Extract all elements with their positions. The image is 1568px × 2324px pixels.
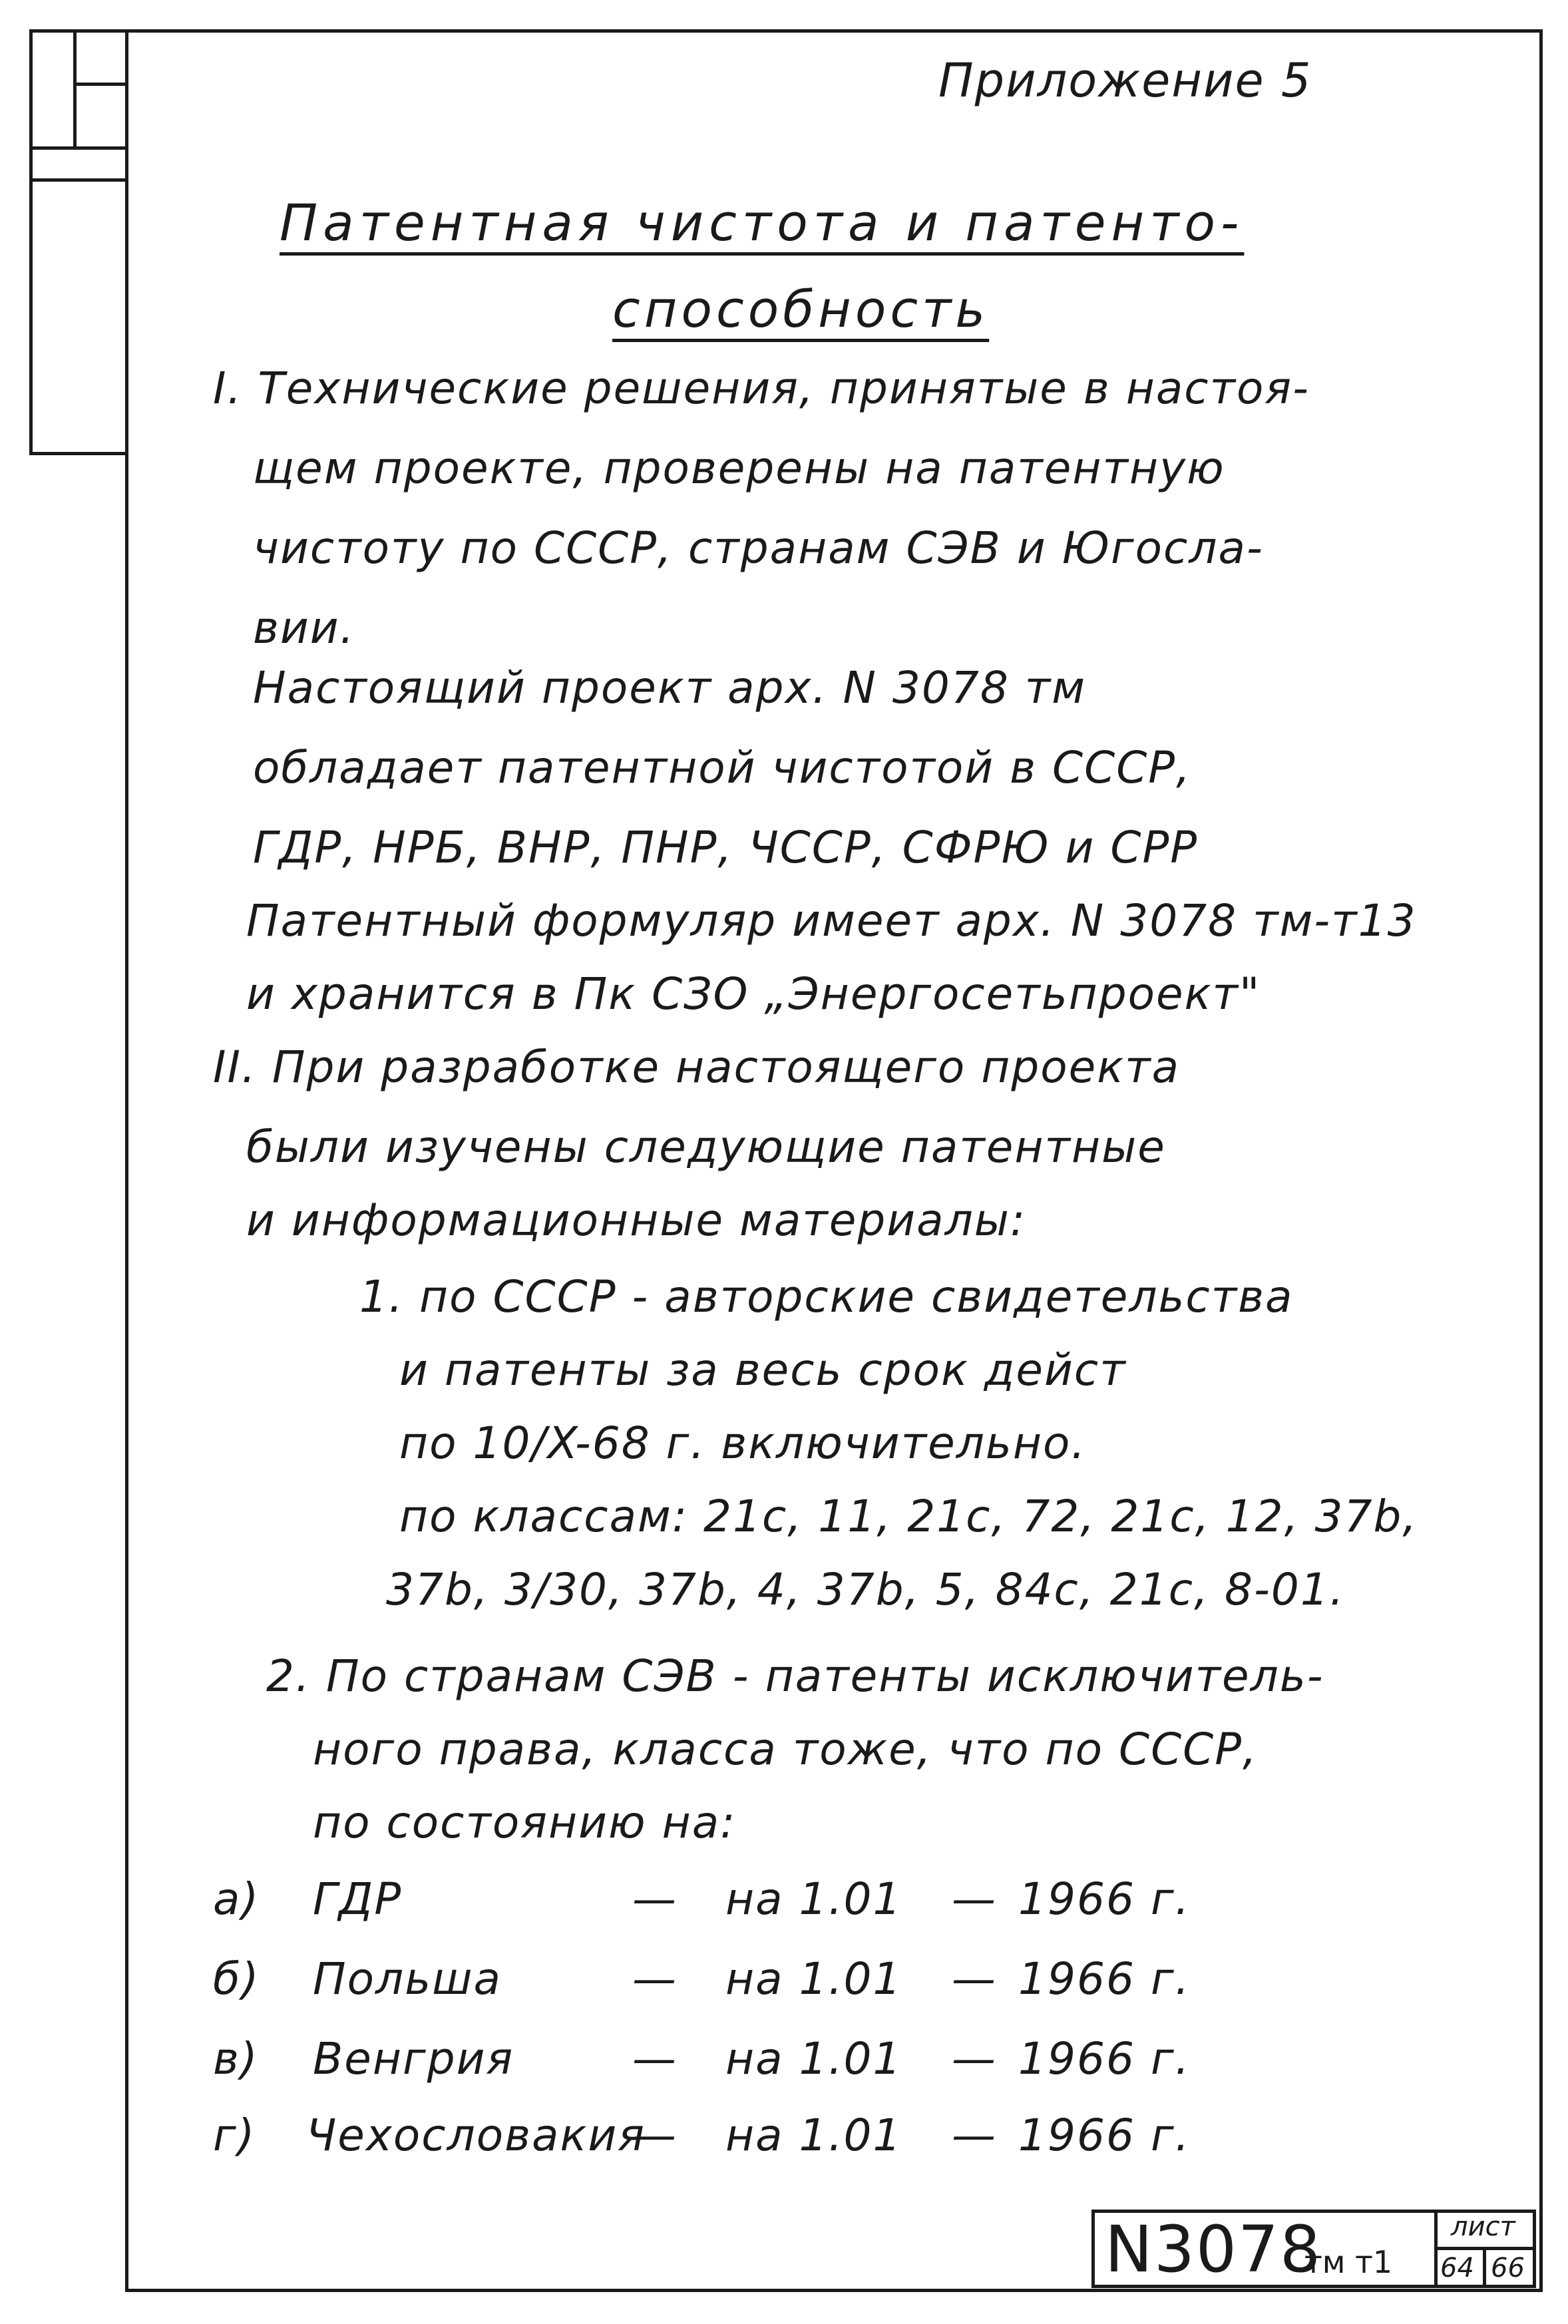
binding-strip-line — [29, 178, 125, 182]
binding-strip-line — [73, 83, 125, 86]
text-line: Патентный формуляр имеет арх. N 3078 тм-т13 — [246, 895, 1417, 946]
text-line: по состоянию на: — [313, 1797, 737, 1848]
text-line: I. Технические решения, принятые в настоя- — [213, 363, 1310, 414]
text-line: и информационные материалы: — [246, 1195, 1027, 1246]
binding-strip — [29, 29, 128, 455]
text-line: по классам: 21с, 11, 21с, 72, 21с, 12, 37b, — [399, 1491, 1418, 1542]
text-line: II. При разработке настоящего проекта — [213, 1042, 1181, 1093]
binding-strip-line — [73, 29, 77, 146]
sheet-box-divider — [1483, 2247, 1486, 2288]
text-line: 37b, 3/30, 37b, 4, 37b, 5, 84с, 21с, 8-01. — [386, 1564, 1345, 1615]
drawing-number: N3078 — [1105, 2212, 1322, 2287]
text-line: 2. По странам СЭВ - патенты исключитель- — [266, 1650, 1324, 1702]
text-line: по 10/X-68 г. включительно. — [399, 1418, 1087, 1469]
text-line: обладает патентной чистотой в СССР, — [253, 742, 1192, 793]
text-line: ГДР, НРБ, ВНР, ПНР, ЧССР, СФРЮ и СРР — [253, 822, 1199, 873]
sheet-number: 64 — [1440, 2253, 1474, 2283]
text-line: и патенты за весь срок дейст — [399, 1344, 1127, 1396]
text-line: 1. по СССР - авторские свидетельства — [359, 1271, 1294, 1322]
text-line: вии. — [253, 602, 355, 654]
text-line: ного права, класса тоже, что по СССР, — [313, 1724, 1259, 1775]
document-title-line1: Патентная чистота и патенто- — [280, 193, 1245, 252]
appendix-label: Приложение 5 — [938, 53, 1312, 108]
sheet-label: лист — [1451, 2212, 1515, 2242]
text-line: и хранится в Пк СЗО „Энергосетьпроект" — [246, 968, 1261, 1020]
document-title-line2: способность — [612, 280, 990, 339]
drawing-suffix: тм т1 — [1304, 2244, 1393, 2280]
text-line: Настоящий проект арх. N 3078 тм — [253, 662, 1087, 713]
text-line: щем проекте, проверены на патентную — [253, 443, 1225, 494]
binding-strip-line — [29, 146, 125, 150]
text-line: чистоту по СССР, странам СЭВ и Югосла- — [253, 522, 1264, 574]
text-line: были изучены следующие патентные — [246, 1121, 1166, 1173]
sheet-total: 66 — [1491, 2253, 1525, 2283]
